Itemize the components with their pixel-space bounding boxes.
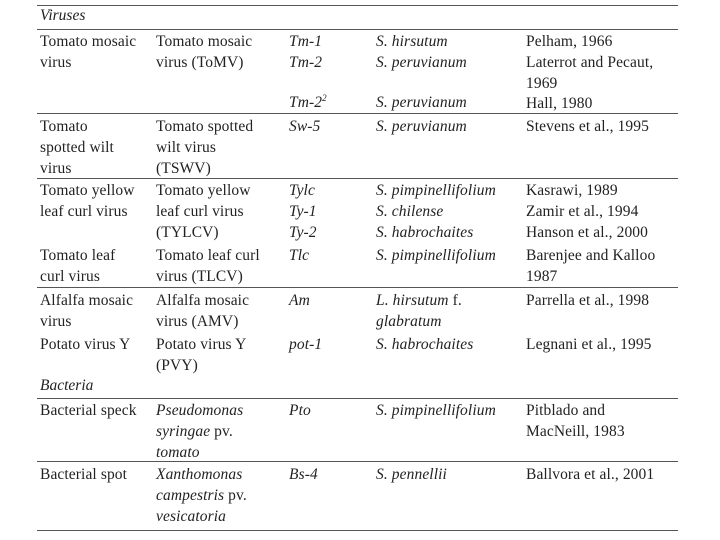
pathogen-line: Tomato leaf curl — [156, 247, 260, 264]
gene-name: Sw-5 — [289, 118, 321, 135]
gene-name: Tylc — [289, 182, 315, 199]
reference-line: Zamir et al., 1994 — [526, 203, 639, 220]
disease-line: Tomato mosaic — [40, 33, 137, 50]
pathogen-line: Tomato mosaic — [156, 33, 253, 50]
disease-line: Bacterial spot — [40, 466, 128, 483]
reference-line: Legnani et al., 1995 — [526, 336, 652, 353]
pathogen-line: (PVY) — [156, 357, 198, 374]
gene-cell — [289, 290, 310, 311]
source-species: S. peruvianum — [376, 54, 467, 71]
gene-name: Tm-2 — [289, 54, 323, 71]
source-cell — [376, 400, 496, 421]
reference-cell — [526, 180, 648, 243]
pathogen-line: Tomato yellow — [156, 182, 251, 199]
gene-name: Ty-1 — [289, 203, 317, 220]
source-cell — [376, 245, 496, 266]
source-species: S. pimpinellifolium — [376, 182, 496, 199]
row-divider — [37, 461, 678, 462]
pathogen-line: virus (ToMV) — [156, 54, 244, 71]
gene-name: Tm-2 — [289, 94, 323, 111]
pathogen-cell — [156, 245, 260, 287]
pathogen-line: Potato virus Y — [156, 336, 247, 353]
table-bottom-rule — [37, 530, 678, 531]
row-divider — [37, 178, 678, 179]
gene-cell — [289, 334, 322, 355]
gene-name: Bs-4 — [289, 466, 318, 483]
reference-cell — [526, 31, 653, 114]
source-cell — [376, 464, 447, 485]
source-species: S. peruvianum — [376, 94, 467, 111]
reference-line: Barenjee and Kalloo — [526, 247, 656, 264]
reference-line: Laterrot and Pecaut, — [526, 54, 654, 71]
pathogen-line: (TYLCV) — [156, 224, 219, 241]
pathogen-line: leaf curl virus — [156, 203, 244, 220]
pathogen-line: Alfalfa mosaic — [156, 292, 250, 309]
pathogen-cell — [156, 400, 243, 463]
source-species: S. pimpinellifolium — [376, 247, 496, 264]
disease-cell — [40, 464, 127, 485]
source-species: S. hirsutum — [376, 33, 448, 50]
disease-line: curl virus — [40, 268, 100, 285]
gene-name: Am — [289, 292, 310, 309]
pathogen-line: Tomato spotted — [156, 118, 254, 135]
reference-line: MacNeill, 1983 — [526, 423, 625, 440]
reference-line: Hanson et al., 2000 — [526, 224, 649, 241]
row-divider — [37, 29, 678, 30]
source-cell — [376, 180, 496, 243]
disease-line: Alfalfa mosaic — [40, 292, 134, 309]
gene-superscript: 2 — [322, 92, 327, 103]
pathogen-line: virus (TLCV) — [156, 268, 243, 285]
gene-cell — [289, 245, 309, 266]
reference-line: 1969 — [526, 75, 558, 92]
pathogen-cell — [156, 180, 251, 243]
pathogen-cell — [156, 290, 249, 332]
reference-line: Pelham, 1966 — [526, 33, 613, 50]
reference-cell — [526, 116, 649, 137]
reference-line: Stevens et al., 1995 — [526, 118, 649, 135]
gene-cell — [289, 116, 320, 137]
source-species: S. pennellii — [376, 466, 447, 483]
pathogen-line: virus (AMV) — [156, 313, 239, 330]
gene-name: Ty-2 — [289, 224, 317, 241]
source-cell — [376, 92, 467, 113]
pathogen-cell — [156, 116, 253, 179]
section-heading-viruses: Viruses — [40, 7, 86, 24]
pathogen-line: vesicatoria — [156, 508, 226, 525]
reference-cell — [526, 400, 625, 442]
disease-line: Tomato — [40, 118, 88, 135]
pathogen-cell — [156, 334, 246, 376]
reference-line: Parrella et al., 1998 — [526, 292, 650, 309]
pathogen-line: wilt virus — [156, 139, 216, 156]
source-species: S. habrochaites — [376, 224, 474, 241]
disease-line: virus — [40, 313, 72, 330]
reference-cell — [526, 464, 654, 485]
disease-cell — [40, 245, 115, 287]
pathogen-line: (TSWV) — [156, 160, 211, 177]
source-species: L. hirsutum — [376, 292, 449, 309]
gene-name: pot-1 — [289, 336, 323, 353]
forma-abbrev: f. — [448, 292, 462, 309]
pathogen-line: syringae — [156, 423, 211, 440]
source-species: S. pimpinellifolium — [376, 402, 496, 419]
disease-cell — [40, 180, 135, 222]
pathogen-line: tomato — [156, 444, 200, 461]
source-cell — [376, 334, 473, 355]
reference-line: Hall, 1980 — [526, 95, 593, 112]
pathogen-cell — [156, 464, 247, 527]
source-species: S. chilense — [376, 203, 444, 220]
reference-line: 1987 — [526, 268, 558, 285]
pathovar-abbrev: pv. — [224, 487, 247, 504]
disease-cell — [40, 400, 137, 421]
disease-cell — [40, 334, 130, 355]
disease-cell — [40, 290, 133, 332]
source-species: S. peruvianum — [376, 118, 467, 135]
reference-cell — [526, 290, 649, 311]
pathovar-abbrev: pv. — [210, 423, 233, 440]
reference-cell — [526, 334, 652, 355]
row-divider — [37, 287, 678, 288]
disease-line: virus — [40, 54, 72, 71]
gene-cell — [289, 464, 318, 485]
disease-line: virus — [40, 160, 72, 177]
disease-line: Bacterial speck — [40, 402, 137, 419]
gene-cell — [289, 400, 311, 421]
pathogen-line: Pseudomonas — [156, 402, 244, 419]
disease-line: Potato virus Y — [40, 336, 131, 353]
gene-cell — [289, 31, 322, 73]
source-species: S. habrochaites — [376, 336, 474, 353]
source-species: glabratum — [376, 313, 442, 330]
pathogen-cell — [156, 31, 252, 73]
reference-line: Ballvora et al., 2001 — [526, 466, 655, 483]
disease-cell — [40, 31, 136, 73]
disease-line: leaf curl virus — [40, 203, 128, 220]
gene-cell — [289, 92, 327, 113]
pathogen-line: Xanthomonas — [156, 466, 243, 483]
row-divider — [37, 398, 678, 399]
source-cell — [376, 290, 462, 332]
disease-cell — [40, 116, 114, 179]
gene-name: Tlc — [289, 247, 310, 264]
reference-line: Kasrawi, 1989 — [526, 182, 618, 199]
reference-cell — [526, 245, 655, 287]
disease-line: Tomato yellow — [40, 182, 135, 199]
pathogen-line: campestris — [156, 487, 225, 504]
table-top-rule — [37, 5, 678, 6]
disease-line: Tomato leaf — [40, 247, 116, 264]
reference-line: Pitblado and — [526, 402, 606, 419]
gene-cell — [289, 180, 317, 243]
gene-name: Tm-1 — [289, 33, 323, 50]
source-cell — [376, 31, 467, 73]
disease-line: spotted wilt — [40, 139, 114, 156]
gene-name: Pto — [289, 402, 311, 419]
source-cell — [376, 116, 467, 137]
section-heading-bacteria: Bacteria — [40, 377, 94, 394]
